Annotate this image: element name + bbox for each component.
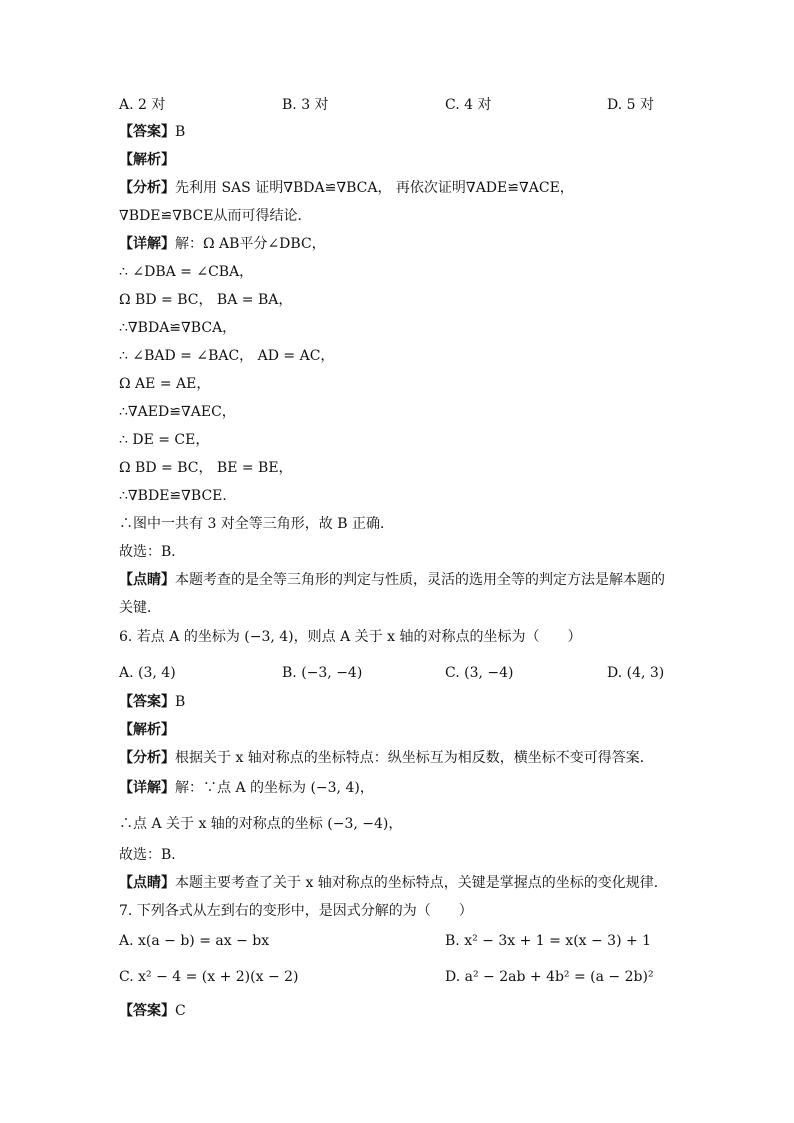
detail-tag: 【详解】 [119, 780, 175, 796]
q5-answer: B [175, 124, 186, 140]
q6-step: ∴点 A 关于 x 轴的对称点的坐标 (−3, −4)， [119, 816, 403, 832]
q6-option-d: D. (4, 3) [607, 665, 665, 681]
q7-option-d: D. a² − 2ab + 4b² = (a − 2b)² [445, 969, 654, 985]
q7-option-b: B. x² − 3x + 1 = x(x − 3) + 1 [445, 933, 652, 949]
q5-analysis-heading: 【解析】 [119, 152, 175, 168]
q7-answer: C [175, 1003, 186, 1019]
q5-step: Ω BD = BC， BE = BE， [119, 460, 293, 476]
q6-dianjing-line [119, 874, 668, 892]
q7-option-c: C. x² − 4 = (x + 2)(x − 2) [119, 969, 299, 985]
answer-tag: 【答案】 [119, 694, 175, 710]
answer-tag: 【答案】 [119, 1003, 175, 1019]
q6-option-b: B. (−3, −4) [282, 665, 363, 681]
q5-step: ∴ ∠BAD = ∠BAC， AD = AC， [119, 348, 335, 364]
q6-option-a: A. (3, 4) [119, 665, 176, 681]
q6-answer: B [175, 694, 186, 710]
fenxi-tag: 【分析】 [119, 750, 175, 766]
answer-tag: 【答案】 [119, 124, 175, 140]
q5-option-b: B. 3 对 [282, 97, 329, 113]
q5-step: Ω BD = BC， BA = BA， [119, 292, 293, 308]
q5-step: ∴∇BDA≌∇BCA， [119, 320, 237, 336]
q5-option-c: C. 4 对 [445, 97, 492, 113]
q7-answer-line [119, 1002, 186, 1020]
q7-option-a: A. x(a − b) = ax − bx [119, 933, 270, 949]
q6-analysis-heading: 【解析】 [119, 722, 175, 738]
q5-option-d: D. 5 对 [607, 97, 654, 113]
q6-answer-line [119, 693, 185, 711]
q5-step: ∴∇AED≌∇AEC， [119, 404, 236, 420]
q5-dianjing-line [119, 571, 665, 589]
q5-step: 解：Ω AB平分∠DBC， [175, 236, 326, 252]
q6-fenxi: 根据关于 x 轴对称点的坐标特点：纵坐标互为相反数，横坐标不变可得答案． [175, 750, 654, 766]
q5-step: ∴ DE = CE， [119, 432, 210, 448]
q5-fenxi-cont: ∇BDE≌∇BCE从而可得结论． [119, 208, 312, 224]
detail-tag: 【详解】 [119, 236, 175, 252]
q5-answer-line [119, 123, 185, 141]
q5-dianjing-cont: 关键． [119, 600, 161, 616]
q6-fenxi-line [119, 749, 654, 767]
q5-detail-line [119, 235, 326, 253]
q6-dianjing: 本题主要考查了关于 x 轴对称点的坐标特点，关键是掌握点的坐标的变化规律． [175, 875, 668, 891]
q6-stem: 6. 若点 A 的坐标为 (−3, 4)，则点 A 关于 x 轴的对称点的坐标为（ ） [119, 629, 582, 645]
dianjing-tag: 【点睛】 [119, 875, 175, 891]
q5-dianjing: 本题考查的是全等三角形的判定与性质，灵活的选用全等的判定方法是解本题的 [175, 572, 665, 588]
q5-step: Ω AE = AE， [119, 376, 211, 392]
q6-detail-line [119, 779, 374, 797]
q5-fenxi: 先利用 SAS 证明∇BDA≌∇BCA， 再依次证明∇ADE≌∇ACE， [175, 180, 574, 196]
q6-choice: 故选：B． [119, 847, 186, 863]
q5-choice: 故选：B． [119, 544, 186, 560]
q5-step: ∴ ∠DBA = ∠CBA， [119, 264, 254, 280]
q6-option-c: C. (3, −4) [445, 665, 514, 681]
q5-option-a: A. 2 对 [119, 97, 166, 113]
q7-stem: 7. 下列各式从左到右的变形中，是因式分解的为（ ） [119, 903, 473, 919]
dianjing-tag: 【点睛】 [119, 572, 175, 588]
q6-step: 解：∵点 A 的坐标为 (−3, 4)， [175, 780, 374, 796]
fenxi-tag: 【分析】 [119, 180, 175, 196]
q5-conclusion: ∴图中一共有 3 对全等三角形，故 B 正确． [119, 516, 394, 532]
q5-fenxi-line [119, 179, 574, 197]
q5-step: ∴∇BDE≌∇BCE． [119, 488, 237, 504]
